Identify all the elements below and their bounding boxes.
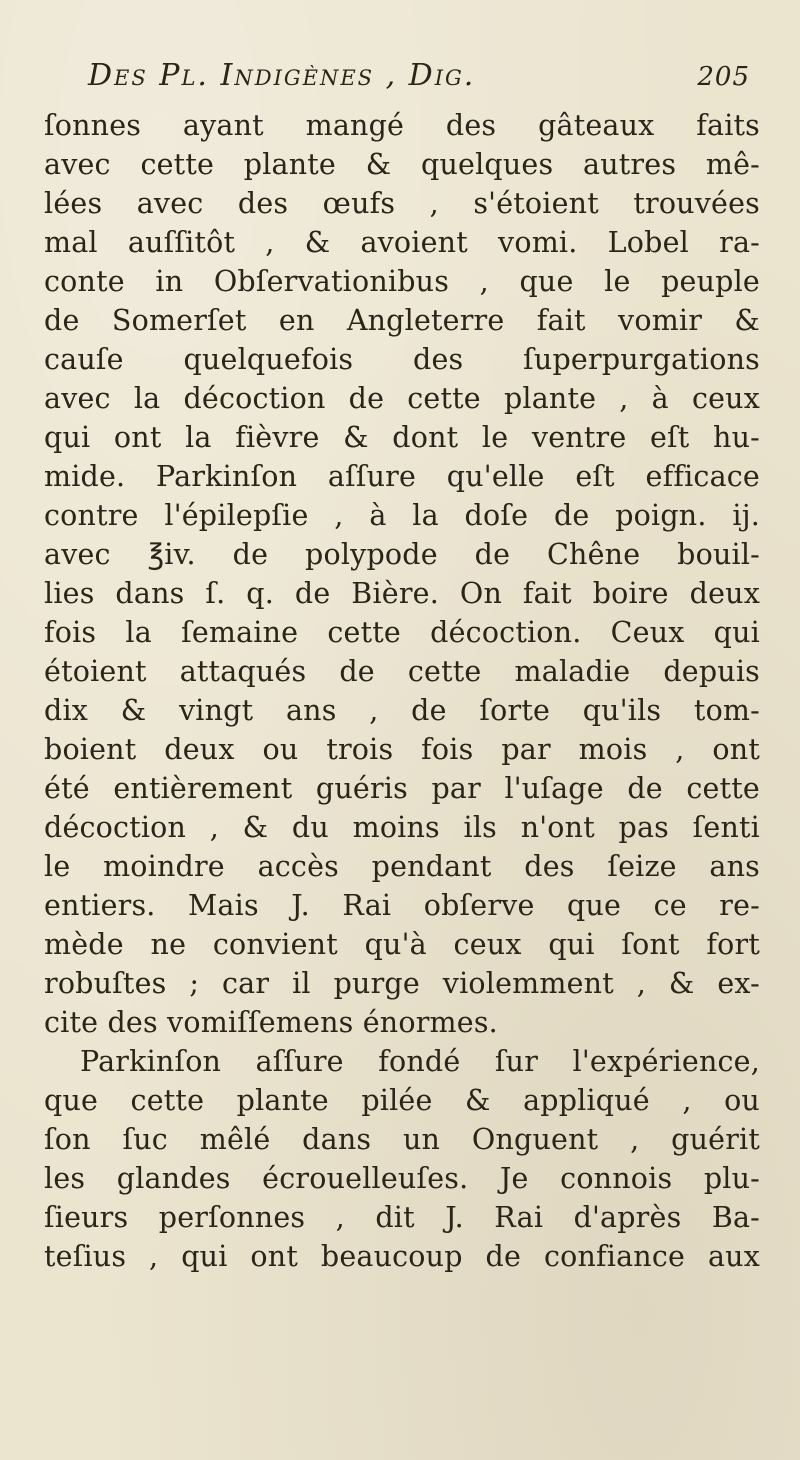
text-line: Parkinſon aſſure fondé ſur l'expérience, [80,1045,760,1078]
text-line: les glandes écrouelleuſes. Je connois plu- [44,1162,760,1195]
text-line: fois la ſemaine cette décoction. Ceux qui [44,616,760,649]
text-line: dix & vingt ans , de ſorte qu'ils tom- [44,694,760,727]
text-line: conte in Obſervationibus , que le peuple [44,265,760,298]
text-line: contre l'épilepſie , à la doſe de poign. ij. [44,499,760,532]
text-line: qui ont la fièvre & dont le ventre eſt hu- [44,421,760,454]
text-line: entiers. Mais J. Rai obſerve que ce re- [44,889,760,922]
text-line: avec cette plante & quelques autres mê- [44,148,760,181]
text-line: mal auſſitôt , & avoient vomi. Lobel ra- [44,226,760,259]
text-line: teſius , qui ont beaucoup de confiance aux [44,1240,760,1273]
text-line: cite des vomiſſemens énormes. [44,1006,498,1039]
text-line: boient deux ou trois fois par mois , ont [44,733,760,766]
text-line: que cette plante pilée & appliqué , ou [44,1084,760,1117]
running-head [44,58,760,106]
text-line: décoction , & du moins ils n'ont pas ſenti [44,811,760,844]
text-line: avec ℥iv. de polypode de Chêne bouil- [44,538,760,571]
text-line: avec la décoction de cette plante , à ceux [44,382,760,415]
page-number: 205 [697,62,750,92]
text-line: de Somerſet en Angleterre fait vomir & [44,304,760,337]
text-line: le moindre accès pendant des ſeize ans [44,850,760,883]
text-line: étoient attaqués de cette maladie depuis [44,655,760,688]
text-line: lées avec des œufs , s'étoient trouvées [44,187,760,220]
text-line: ſon ſuc mêlé dans un Onguent , guérit [44,1123,760,1156]
text-line: cauſe quelquefois des ſuperpurgations [44,343,760,376]
running-head-title: Des Pl. Indigènes , Dig. [88,58,476,93]
text-line: mède ne convient qu'à ceux qui ſont fort [44,928,760,961]
text-line: robuſtes ; car il purge violemment , & ex- [44,967,760,1000]
text-line: mide. Parkinſon aſſure qu'elle eſt efficace [44,460,760,493]
text-line: été entièrement guéris par l'uſage de cette [44,772,760,805]
text-line: ſieurs perſonnes , dit J. Rai d'après Ba- [44,1201,760,1234]
body-text [44,106,760,1276]
text-line: ſonnes ayant mangé des gâteaux faits [44,109,760,142]
text-line: lies dans ſ. q. de Bière. On fait boire deux [44,577,760,610]
